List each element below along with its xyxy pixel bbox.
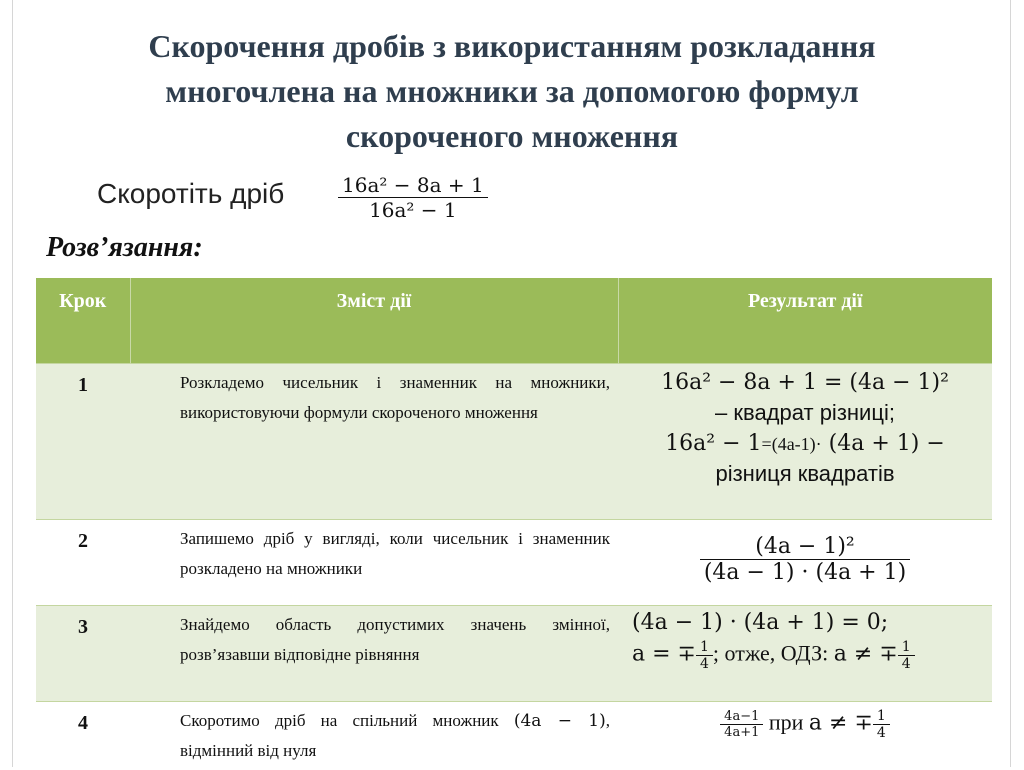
result-line: – квадрат різниці; xyxy=(715,400,895,425)
step-result xyxy=(618,702,992,770)
header-step: Крок xyxy=(36,278,130,364)
result-numerator: 4a−1 xyxy=(724,709,760,724)
task-fraction xyxy=(338,173,488,222)
result-math: a = ∓ xyxy=(632,641,696,667)
table-row xyxy=(36,606,992,702)
step-description xyxy=(130,702,618,770)
title-line-1: Скорочення дробів з використанням розкладання xyxy=(148,28,876,64)
task-numerator: 16a² − 8a + 1 xyxy=(342,173,484,197)
table-header-row xyxy=(36,278,992,364)
result-math: (4a + 1) − xyxy=(821,431,945,456)
step-result xyxy=(618,520,992,606)
step-number: 4 xyxy=(36,702,130,770)
steps-table xyxy=(36,278,992,770)
result-denominator: (4a − 1) · (4a + 1) xyxy=(703,560,907,585)
left-edge-line xyxy=(12,0,13,767)
step-description: Знайдемо область допустимих значень змінної, розв’язавши відповідне рівняння xyxy=(130,606,618,702)
header-content: Зміст дії xyxy=(130,278,618,364)
fraction-numerator: 1 xyxy=(876,708,886,724)
result-text: =(4a-1)· xyxy=(761,434,822,454)
result-text: ; отже, ОДЗ: xyxy=(712,640,834,666)
description-text: , відмінний від нуля xyxy=(180,711,610,760)
step-result xyxy=(618,364,992,520)
header-result: Результат дії xyxy=(618,278,992,364)
step-description: Запишемо дріб у вигляді, коли чисельник і знаменник розкладено на множники xyxy=(130,520,618,606)
step-number: 2 xyxy=(36,520,130,606)
step-result xyxy=(618,606,992,702)
task-label: Скоротіть дріб xyxy=(97,178,285,209)
fraction-numerator: 1 xyxy=(901,639,911,655)
solution-heading: Розв’язання: xyxy=(46,232,203,263)
fraction-denominator: 4 xyxy=(876,725,886,741)
right-edge-line xyxy=(1010,0,1011,767)
description-math: (4a − 1) xyxy=(513,711,606,731)
result-math: 16a² − 1 xyxy=(665,431,762,456)
table-row xyxy=(36,520,992,606)
task-denominator: 16a² − 1 xyxy=(369,198,457,222)
result-text: при xyxy=(763,709,809,735)
fraction-denominator: 4 xyxy=(901,656,911,672)
result-line: (4a − 1) · (4a + 1) = 0; xyxy=(632,610,889,635)
step-number: 1 xyxy=(36,364,130,520)
result-line: 16a² − 8a + 1 = (4a − 1)² xyxy=(661,370,949,395)
step-description: Розкладемо чисельник і знаменник на множники, використовуючи формули скороченого множення xyxy=(130,364,618,520)
result-numerator: (4a − 1)² xyxy=(755,534,855,559)
result-math: a ≠ ∓ xyxy=(833,641,898,667)
result-math: a ≠ ∓ xyxy=(808,710,873,736)
fraction-numerator: 1 xyxy=(699,639,709,655)
result-line: різниця квадратів xyxy=(715,461,895,486)
title-line-3: скороченого множення xyxy=(345,118,679,154)
result-denominator: 4a+1 xyxy=(724,725,760,740)
step-number: 3 xyxy=(36,606,130,702)
title-line-2: многочлена на множники за допомогою формул xyxy=(165,73,859,109)
result-line xyxy=(624,428,986,459)
result-line xyxy=(632,639,986,672)
table-row xyxy=(36,364,992,520)
slide-title xyxy=(40,24,984,159)
description-text: Скоротимо дріб на спільний множник xyxy=(180,711,499,730)
table-row xyxy=(36,702,992,770)
fraction-denominator: 4 xyxy=(699,656,709,672)
